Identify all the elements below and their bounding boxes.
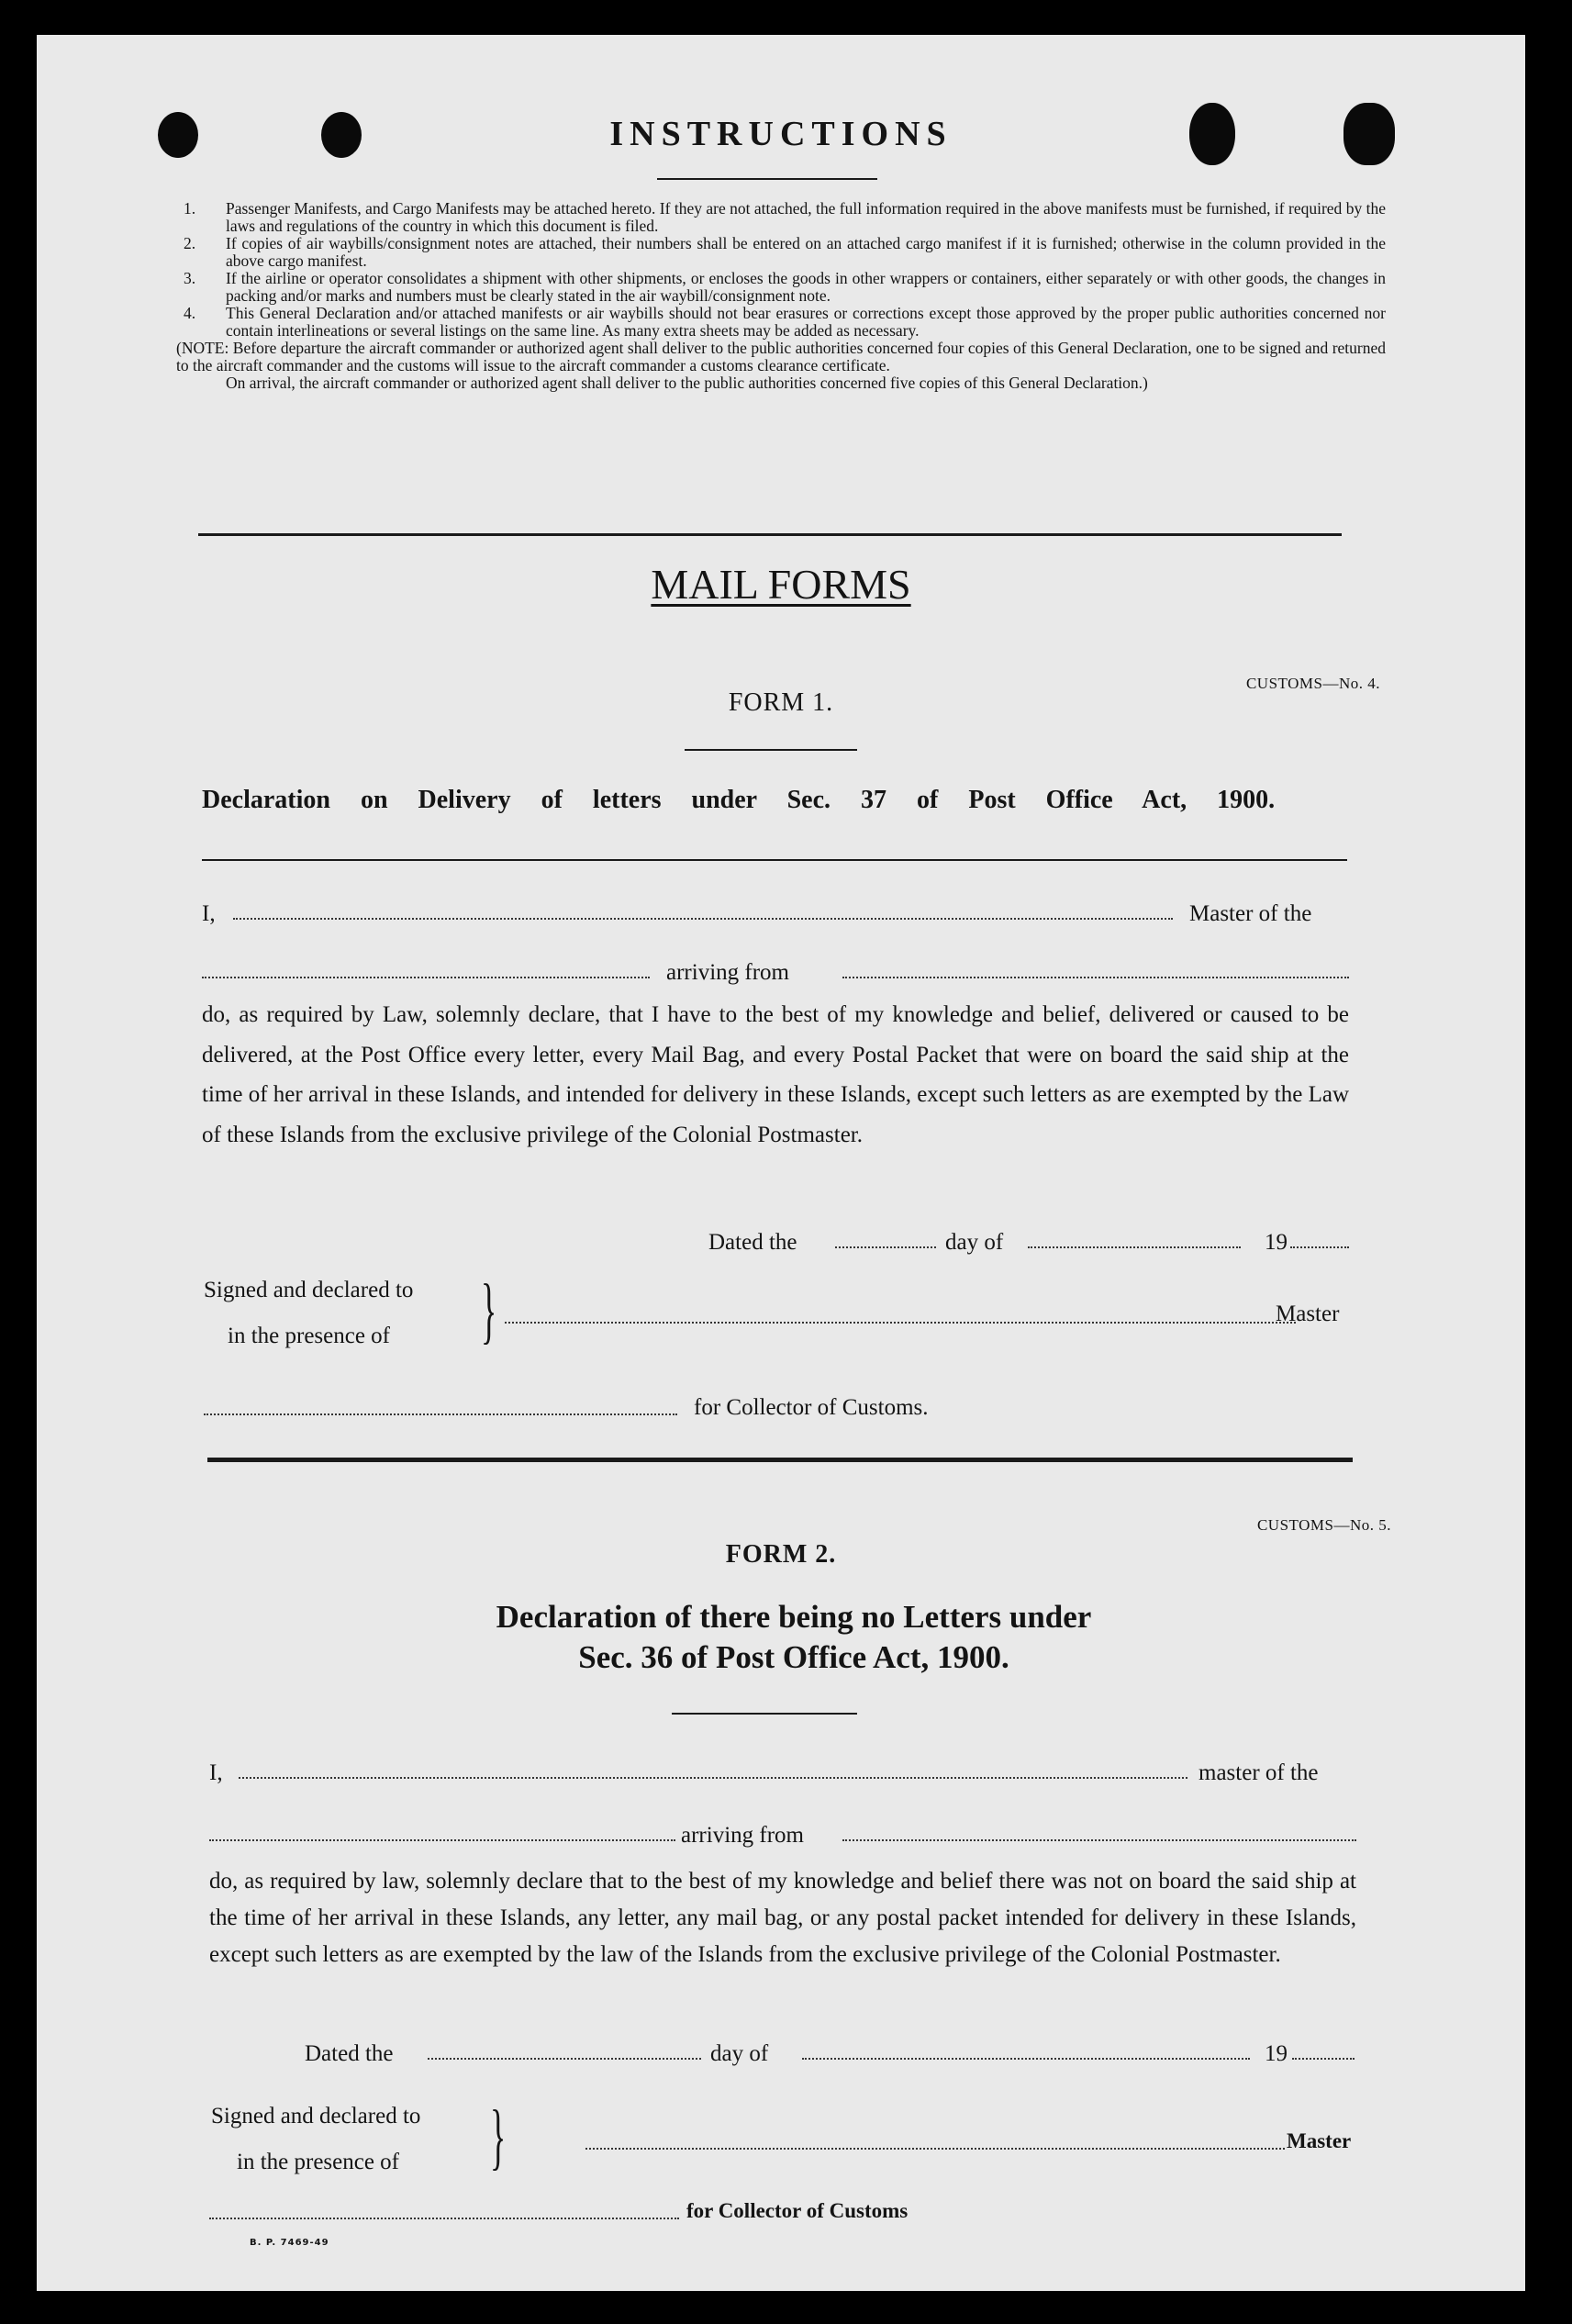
form2-master-label: Master: [1287, 2129, 1352, 2152]
form1-rule: [202, 859, 1347, 861]
form1-brace-icon: }: [481, 1270, 497, 1351]
print-code: B. P. 7469-49: [250, 2238, 329, 2248]
form1-i-label: I,: [202, 901, 216, 926]
form2-origin-field[interactable]: [842, 1839, 1356, 1841]
form2-title: FORM 2.: [725, 1540, 837, 1569]
instructions-underline: [657, 178, 877, 180]
instructions-note: (NOTE: Before departure the aircraft commander or authorized agent shall deliver to the public authorities concerned four copies of this General Declaration, one to be signed and returned to the aircraft commander and the customs will issue to the aircraft commander a customs clearance certificate.: [176, 339, 1386, 374]
form1-title-underline: [685, 749, 857, 751]
form2-master-of-label: master of the: [1199, 1760, 1319, 1785]
form1-year-field[interactable]: [1290, 1246, 1349, 1248]
form2-day-of-label: day of: [710, 2041, 769, 2066]
form2-signed-label: Signed and declared to: [211, 2104, 421, 2128]
form1-customs-code: CUSTOMS—No. 4.: [1245, 675, 1380, 692]
form2-collector-field[interactable]: [209, 2218, 679, 2219]
form2-i-label: I,: [209, 1760, 223, 1785]
form2-declaration-line2: Sec. 36 of Post Office Act, 1900.: [578, 1639, 1009, 1675]
form1-ship-field[interactable]: [202, 977, 650, 978]
form1-declaration-title: Declaration on Delivery of letters under Sec. 37 of Post Office Act, 1900.: [202, 786, 1276, 814]
form1-master-of-label: Master of the: [1189, 901, 1312, 926]
form1-day-of-label: day of: [945, 1230, 1004, 1255]
form2-year-label: 19: [1265, 2041, 1288, 2066]
instructions-note-arrival: On arrival, the aircraft commander or authorized agent shall deliver to the public authorities concerned five copies of this General Declaration.): [226, 374, 1148, 392]
form1-title: FORM 1.: [728, 688, 834, 717]
form2-customs-code: CUSTOMS—No. 5.: [1256, 1516, 1391, 1534]
instructions-list: [176, 199, 1386, 392]
form1-origin-field[interactable]: [842, 977, 1349, 978]
form2-dated-label: Dated the: [305, 2041, 394, 2066]
form2-collector-label: for Collector of Customs: [686, 2199, 909, 2222]
instructions-title: INSTRUCTIONS: [609, 115, 953, 153]
form1-collector-field[interactable]: [204, 1413, 677, 1415]
form1-date-field[interactable]: [835, 1246, 936, 1248]
form2-declaration-line1: Declaration of there being no Letters under: [496, 1599, 1092, 1635]
form-divider: [207, 1458, 1353, 1462]
form1-arriving-from-label: arriving from: [666, 960, 789, 985]
form1-body-text: do, as required by Law, solemnly declare, that I have to the best of my knowledge and belief, delivered or caused to be delivered, at the Post Office every letter, every Mail Bag, and every Postal Packet that were on board the said ship at the time of her arrival in these Islands, and intended for delivery in these Islands, except such letters as are exempted by the Law of these Islands from the exclusive privilege of the Colonial Postmaster.: [202, 1002, 1349, 1147]
form2-name-field[interactable]: [239, 1777, 1187, 1779]
form1-name-field[interactable]: [233, 918, 1173, 920]
form2-month-field[interactable]: [802, 2058, 1250, 2060]
form1-signed-label: Signed and declared to: [204, 1278, 414, 1302]
instruction-item: 1. Passenger Manifests, and Cargo Manifests may be attached hereto. If they are not attached, the full information required in the above manifests must be furnished, if required by the laws and regulations of the country in which this document is filed.: [184, 199, 1386, 235]
form2-arriving-from-label: arriving from: [681, 1823, 804, 1848]
form1-month-field[interactable]: [1028, 1246, 1241, 1248]
document-page: [37, 35, 1525, 2291]
form1-presence-label: in the presence of: [228, 1324, 391, 1348]
form2-signature-field[interactable]: [585, 2148, 1285, 2150]
form1-signature-field[interactable]: [505, 1322, 1296, 1324]
instruction-item: 3. If the airline or operator consolidates a shipment with other shipments, or encloses the goods in other wrappers or containers, either separately or with other goods, the changes in packing and/or marks and numbers must be clearly stated in the air waybill/consignment note.: [184, 269, 1386, 305]
form2-brace-icon: }: [490, 2096, 507, 2177]
instruction-item: 4. This General Declaration and/or attached manifests or air waybills should not bear erasures or corrections except those approved by the proper public authorities concerned nor contain interlineations or several listings on the same line. As many extra sheets may be added as necessary.: [184, 304, 1386, 340]
form2-date-field[interactable]: [428, 2058, 701, 2060]
form2-title-underline: [672, 1713, 857, 1715]
section-divider: [198, 533, 1342, 536]
form2-year-field[interactable]: [1292, 2058, 1355, 2060]
form2-presence-label: in the presence of: [237, 2150, 400, 2174]
form1-master-label: Master: [1276, 1302, 1340, 1326]
instruction-item: 2. If copies of air waybills/consignment notes are attached, their numbers shall be entered on an attached cargo manifest if it is furnished; otherwise in the column provided in the above cargo manifest.: [184, 234, 1386, 270]
form1-collector-label: for Collector of Customs.: [694, 1395, 929, 1420]
form2-body-text: do, as required by law, solemnly declare that to the best of my knowledge and belief there was not on board the said ship at the time of her arrival in these Islands, any letter, any mail bag, or any postal packet intended for delivery in these Islands, except such letters as are exempted by the law of the Islands from the exclusive privilege of the Colonial Postmaster.: [209, 1869, 1356, 1967]
mail-forms-title: MAIL FORMS: [651, 561, 911, 608]
form1-dated-label: Dated the: [708, 1230, 797, 1255]
form1-year-label: 19: [1265, 1230, 1288, 1255]
form2-ship-field[interactable]: [209, 1839, 675, 1841]
